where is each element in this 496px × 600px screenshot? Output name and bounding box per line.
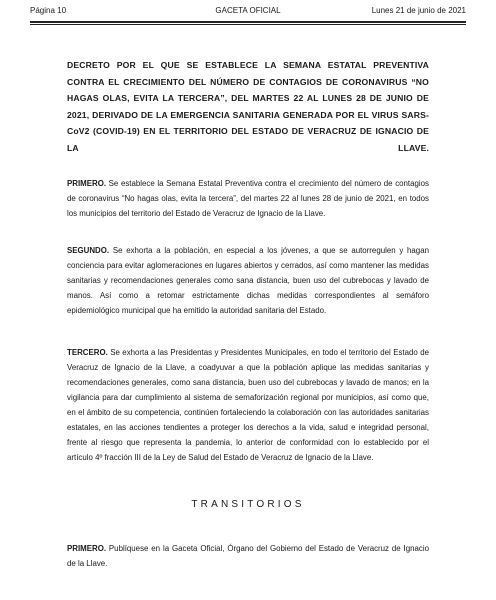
header-rule-thin [30,24,466,25]
article-text: Se exhorta a la población, en especial a los jóvenes, a que se autorregulen y hagan conciencia para evitar aglomeraciones en lugares abiertos y cerrados, así como mantener las medidas sanitarias y recomendaciones generales como sana distancia, buen uso del cubrebocas y lavado de manos. Así como a retomar estrictamente dichas medidas correspondientes al semáforo epidemiológico municipal que ha emitido la autoridad sanitaria del Estado. [67,246,429,315]
article-label: PRIMERO. [67,544,107,553]
article-primero [67,176,429,221]
article-label: TERCERO. [67,348,108,357]
article-segundo [67,243,429,318]
article-text: Publíquese en la Gaceta Oficial, Órgano del Gobierno del Estado de Veracruz de Ignacio de la Llave. [67,544,429,568]
article-text: Se establece la Semana Estatal Preventiva contra el crecimiento del número de contagios de coronavirus “No hagas olas, evita la tercera”, del martes 22 al lunes 28 de junio de 2021, en todos los municipios del territorio del Estado de Veracruz de Ignacio de la Llave. [67,179,429,218]
article-tercero [67,345,429,465]
page-number: Página 10 [30,6,67,15]
article-label: PRIMERO. [67,179,107,188]
gazette-name: GACETA OFICIAL [215,6,281,15]
article-label: SEGUNDO. [67,246,110,255]
header-rule-thick [30,21,466,23]
transitorios-heading: TRANSITORIOS [191,499,305,510]
article-text: Se exhorta a las Presidentas y Presidentes Municipales, en todo el territorio del Estado de Veracruz de Ignacio de la Llave, a coadyuvar a que la población aplique las medidas sanitarias y recomendaciones generales, como sana distancia, buen uso del cubrebocas y lavado de manos; en la vigilancia para dar cumplimiento al sistema de semaforización regional por municipios, así como que, en el ámbito de su competencia, continúen fortaleciendo la colaboración con las autoridades sanitarias estatales, en las acciones tendientes a proteger los derechos a la vida, salud e integridad personal, frente al riesgo que representa la pandemia, lo anterior de conformidad con lo establecido por el artículo 4º fracción III de la Ley de Salud del Estado de Veracruz de Ignacio de la Llave. [67,348,429,462]
decree-title: DECRETO POR EL QUE SE ESTABLECE LA SEMANA ESTATAL PREVENTIVA CONTRA EL CRECIMIENTO DEL NÚMERO DE CONTAGIOS DE CORONAVIRUS “NO HAGAS OLAS, EVITA LA TERCERA”, DEL MARTES 22 AL LUNES 28 DE JUNIO DE 2021, DERIVADO DE LA EMERGENCIA SANITARIA GENERADA POR EL VIRUS SARS-CoV2 (COVID-19) EN EL TERRITORIO DEL ESTADO DE VERACRUZ DE IGNACIO DE LA LLAVE. [67,60,429,153]
page-header [30,6,466,20]
issue-date: Lunes 21 de junio de 2021 [371,6,466,15]
transitorio-primero [67,541,429,571]
